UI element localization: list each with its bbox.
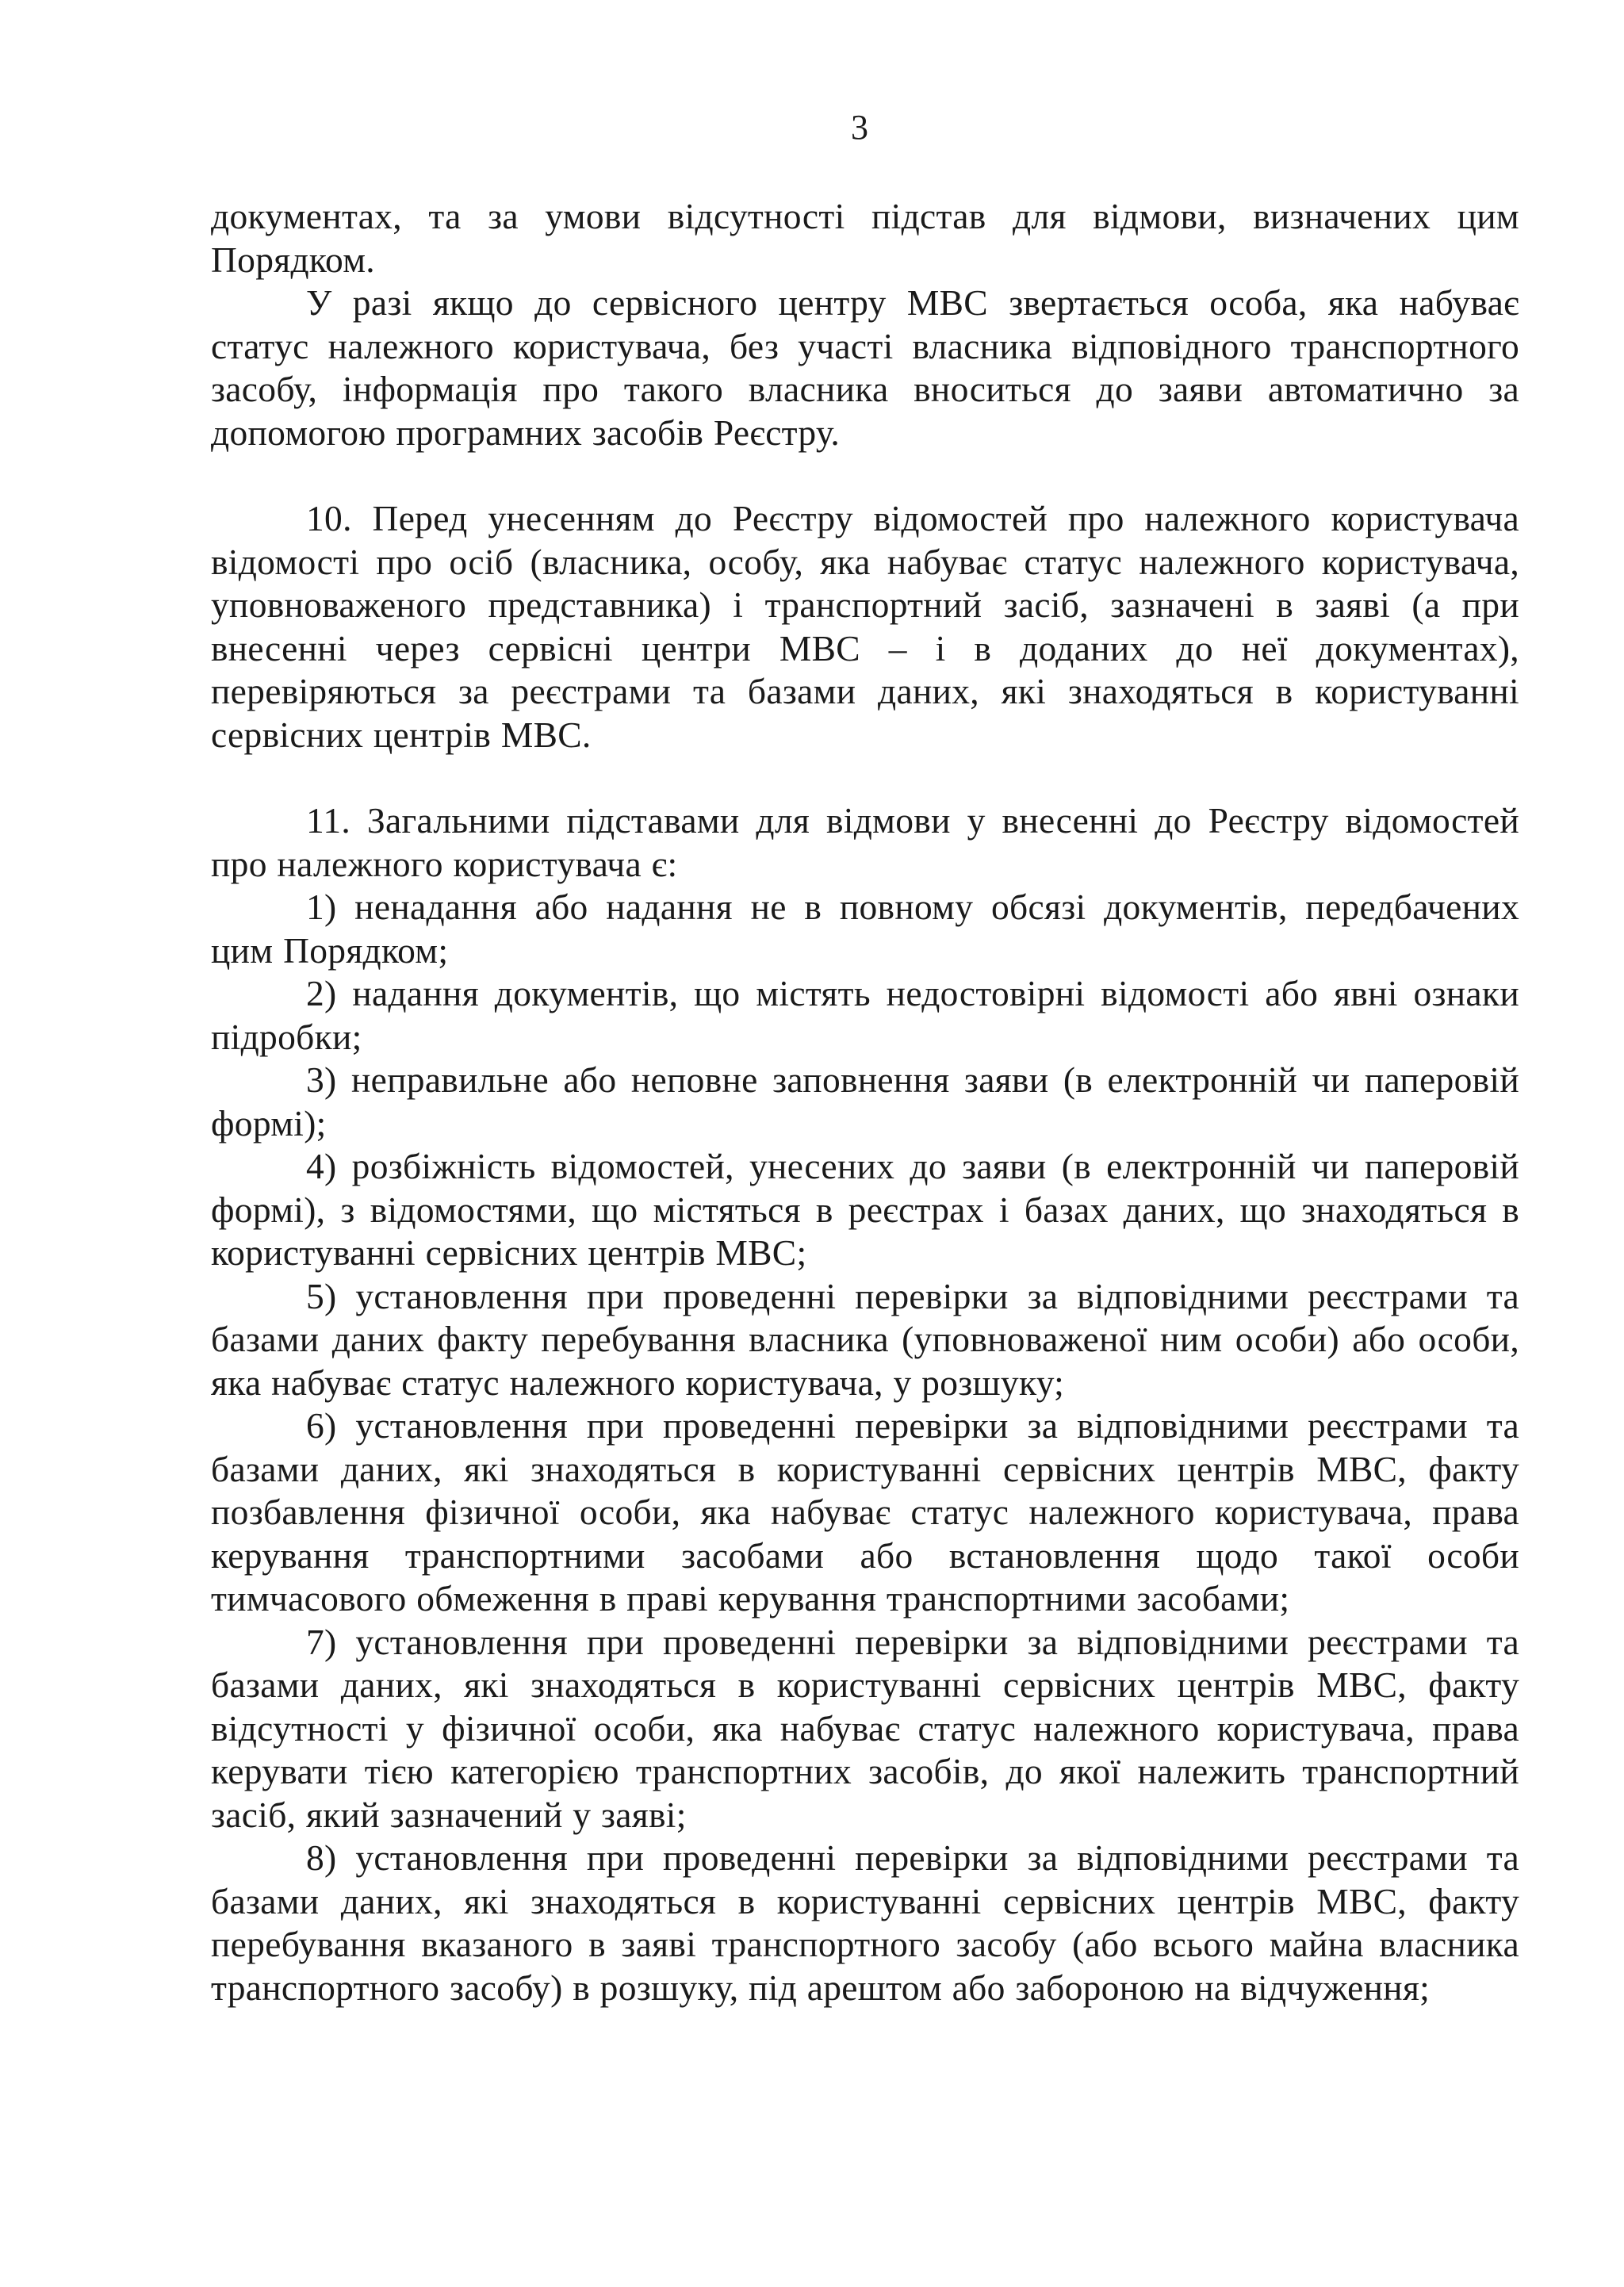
list-item-4: 4) розбіжність відомостей, унесених до заяви (в електронній чи паперовій формі), з відомостями, що містяться в реєстрах і базах даних, що знаходяться в користуванні сервісних центрів МВС; <box>211 1146 1519 1273</box>
list-item-8: 8) установлення при проведенні перевірки за відповідними реєстрами та базами даних, які знаходяться в користуванні сервісних центрів МВС, факту перебування вказаного в заяві транспортного засобу (або всього майна власника транспортного засобу) в розшуку, під арештом або забороною на відчуження; <box>211 1837 1519 2008</box>
list-item-6: 6) установлення при проведенні перевірки за відповідними реєстрами та базами даних, які знаходяться в користуванні сервісних центрів МВС, факту позбавлення фізичної особи, яка набуває статус належного користувача, права керування транспортними засобами або встановлення щодо такої особи тимчасового обмеження в праві керування транспортними засобами; <box>211 1405 1519 1619</box>
list-item-5: 5) установлення при проведенні перевірки за відповідними реєстрами та базами даних факту перебування власника (уповноваженої ним особи) або особи, яка набуває статус належного користувача, у розшуку; <box>211 1275 1519 1403</box>
paragraph-item-11: 11. Загальними підставами для відмови у внесенні до Реєстру відомостей про належного користувача є: <box>211 800 1519 884</box>
list-item-2: 2) надання документів, що містять недостовірні відомості або явні ознаки підробки; <box>211 973 1519 1057</box>
page-number: 3 <box>851 108 868 147</box>
list-item-1: 1) ненадання або надання не в повному обсязі документів, передбачених цим Порядком; <box>211 887 1519 971</box>
document-body <box>211 195 1519 2009</box>
list-item-7: 7) установлення при проведенні перевірки за відповідними реєстрами та базами даних, які знаходяться в користуванні сервісних центрів МВС, факту відсутності у фізичної особи, яка набуває статус належного користувача, права керувати тією категорією транспортних засобів, до якої належить транспортний засіб, який зазначений у заяві; <box>211 1621 1519 1835</box>
paragraph-continuation: документах, та за умови відсутності підстав для відмови, визначених цим Порядком. <box>211 196 1519 280</box>
paragraph-service-center: У разі якщо до сервісного центру МВС звертається особа, яка набуває статус належного користувача, без участі власника відповідного транспортного засобу, інформація про такого власника вноситься до заяви автоматично за допомогою програмних засобів Реєстру. <box>211 282 1519 453</box>
list-item-3: 3) неправильне або неповне заповнення заяви (в електронній чи паперовій формі); <box>211 1059 1519 1144</box>
paragraph-item-10: 10. Перед унесенням до Реєстру відомостей про належного користувача відомості про осіб (власника, особу, яка набуває статус належного користувача, уповноваженого представника) і транспортний засіб, зазначені в заяві (а при внесенні через сервісні центри МВС – і в доданих до неї документах), перевіряються за реєстрами та базами даних, які знаходяться в користуванні сервісних центрів МВС. <box>211 498 1519 755</box>
